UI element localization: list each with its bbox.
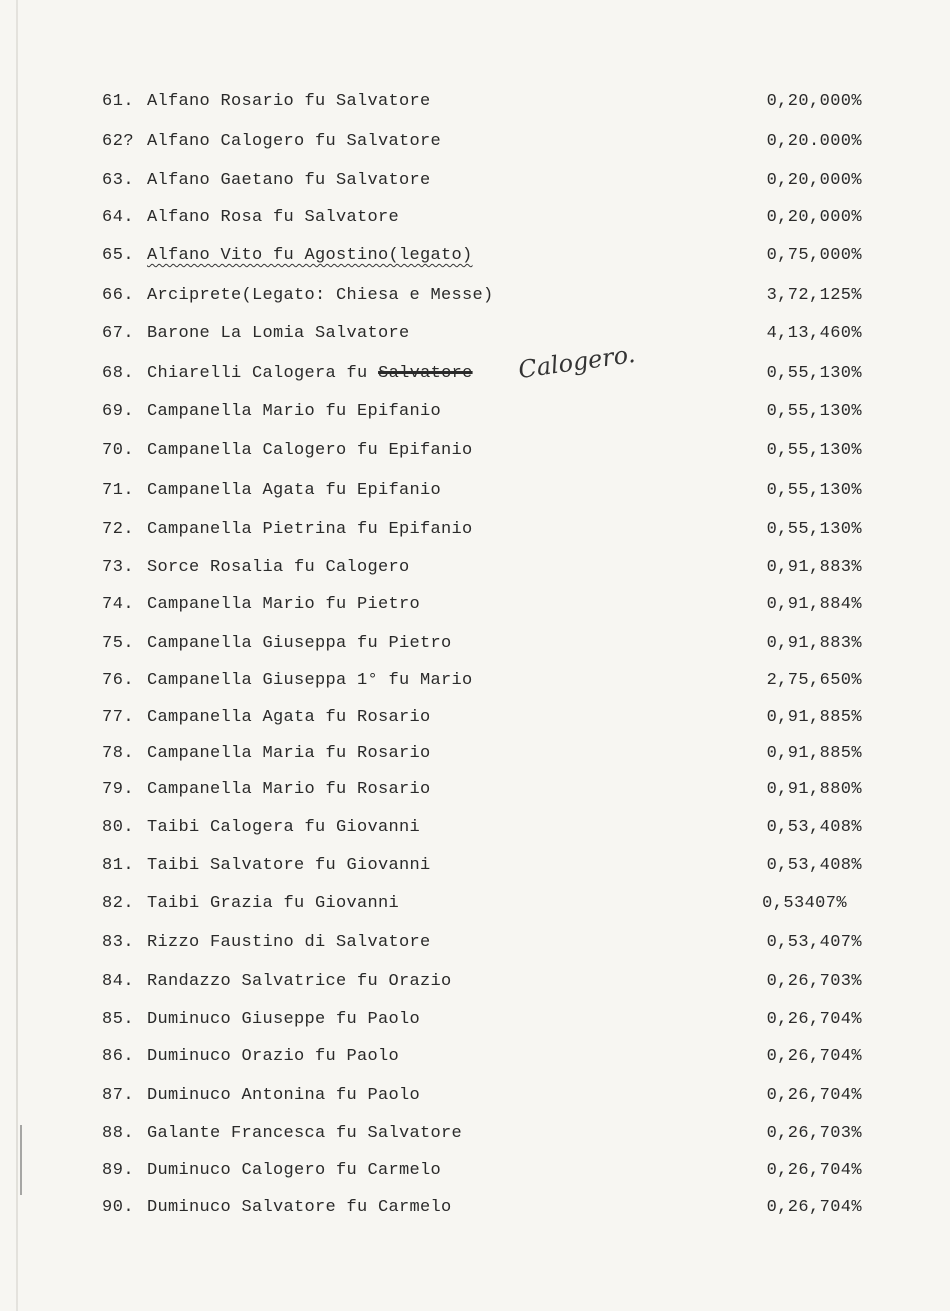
entry-number: 80. — [102, 818, 135, 837]
entry-share: 0,91,885% — [766, 708, 862, 727]
list-item — [0, 92, 950, 118]
entry-number: 82. — [102, 894, 135, 913]
entry-number: 79. — [102, 780, 135, 799]
list-item — [0, 339, 950, 390]
entry-name: Taibi Salvatore fu Giovanni — [147, 856, 431, 875]
handwritten-correction: Calogero. — [516, 339, 637, 385]
entry-share: 0,91,884% — [766, 595, 862, 614]
entry-name: Campanella Mario fu Rosario — [147, 780, 431, 799]
entry-share: 0,55,130% — [766, 402, 862, 421]
entry-number: 68. — [102, 364, 135, 383]
entry-share: 0,55,130% — [766, 481, 862, 500]
entry-name: Duminuco Orazio fu Paolo — [147, 1047, 400, 1066]
list-item — [0, 708, 950, 734]
list-item — [0, 558, 950, 584]
entry-number: 90. — [102, 1198, 135, 1217]
entry-share: 0,91,883% — [766, 634, 862, 653]
entry-number: 61. — [102, 92, 135, 111]
list-item — [0, 595, 950, 621]
entry-share: 0,55,130% — [766, 441, 862, 460]
entry-number: 89. — [102, 1161, 135, 1180]
entry-number: 70. — [102, 441, 135, 460]
entry-name: Randazzo Salvatrice fu Orazio — [147, 972, 452, 991]
entry-name: Duminuco Calogero fu Carmelo — [147, 1161, 442, 1180]
entry-share: 0,91,880% — [766, 780, 862, 799]
entry-number: 71. — [102, 481, 135, 500]
entry-share: 0,26,704% — [766, 1198, 862, 1217]
list-item — [0, 1198, 950, 1224]
entry-number: 77. — [102, 708, 135, 727]
list-item — [0, 818, 950, 844]
list-item — [0, 933, 950, 959]
entry-name-text: Chiarelli Calogera fu — [147, 364, 368, 383]
entry-number: 69. — [102, 402, 135, 421]
entry-number: 86. — [102, 1047, 135, 1066]
entry-name: Campanella Pietrina fu Epifanio — [147, 520, 473, 539]
entry-share: 0,26,704% — [766, 1010, 862, 1029]
entry-number: 85. — [102, 1010, 135, 1029]
entry-number: 83. — [102, 933, 135, 952]
entry-name: Campanella Calogero fu Epifanio — [147, 441, 473, 460]
entry-share: 0,53,407% — [766, 933, 862, 952]
entry-name: Rizzo Faustino di Salvatore — [147, 933, 431, 952]
entry-name: Duminuco Giuseppe fu Paolo — [147, 1010, 421, 1029]
entry-share: 0,26,703% — [766, 972, 862, 991]
entry-number: 81. — [102, 856, 135, 875]
list-item — [0, 286, 950, 312]
entry-share: 0,20,000% — [766, 171, 862, 190]
entry-number: 88. — [102, 1124, 135, 1143]
list-item — [0, 324, 950, 350]
entry-number: 63. — [102, 171, 135, 190]
entry-name: Alfano Rosario fu Salvatore — [147, 92, 431, 111]
entry-share: 0,26,704% — [766, 1161, 862, 1180]
entry-share: 0,91,883% — [766, 558, 862, 577]
entry-name: Barone La Lomia Salvatore — [147, 324, 410, 343]
entry-number: 74. — [102, 595, 135, 614]
list-item — [0, 1086, 950, 1112]
entry-share: 0,20,000% — [766, 92, 862, 111]
entry-number: 72. — [102, 520, 135, 539]
list-item — [0, 856, 950, 882]
entry-share: 0,53,408% — [766, 856, 862, 875]
entry-name: Alfano Gaetano fu Salvatore — [147, 171, 431, 190]
entry-number: 65. — [102, 246, 135, 265]
list-item — [0, 972, 950, 998]
entry-number: 64. — [102, 208, 135, 227]
list-item — [0, 744, 950, 770]
entry-name: Campanella Maria fu Rosario — [147, 744, 431, 763]
entry-number: 73. — [102, 558, 135, 577]
entry-name: Campanella Mario fu Pietro — [147, 595, 421, 614]
entry-share: 0,75,000% — [766, 246, 862, 265]
list-item — [0, 780, 950, 806]
entry-number: 84. — [102, 972, 135, 991]
entry-name: Taibi Calogera fu Giovanni — [147, 818, 421, 837]
entry-share: 0,55,130% — [766, 364, 862, 383]
entry-name: Alfano Vito fu Agostino(legato) — [147, 246, 473, 265]
list-item — [0, 520, 950, 546]
entry-number: 67. — [102, 324, 135, 343]
entry-share: 0,53407% — [762, 894, 847, 913]
entry-number: 66. — [102, 286, 135, 305]
list-item — [0, 1047, 950, 1073]
entry-share: 0,20,000% — [766, 208, 862, 227]
entry-name: Campanella Giuseppa fu Pietro — [147, 634, 452, 653]
entry-share: 2,75,650% — [766, 671, 862, 690]
entry-name: Arciprete(Legato: Chiesa e Messe) — [147, 286, 494, 305]
list-item — [0, 171, 950, 197]
entry-share: 0,26,704% — [766, 1047, 862, 1066]
list-item — [0, 132, 950, 158]
list-item — [0, 671, 950, 697]
entry-number: 76. — [102, 671, 135, 690]
entry-number: 87. — [102, 1086, 135, 1105]
entry-number: 62? — [102, 132, 135, 151]
entry-share: 0,20.000% — [766, 132, 862, 151]
entry-share: 4,13,460% — [766, 324, 862, 343]
list-item — [0, 634, 950, 660]
entry-name: Campanella Agata fu Epifanio — [147, 481, 442, 500]
entry-number: 78. — [102, 744, 135, 763]
entry-name: Campanella Giuseppa 1° fu Mario — [147, 671, 473, 690]
list-item — [0, 246, 950, 272]
entry-name: Alfano Calogero fu Salvatore — [147, 132, 442, 151]
entry-name: Sorce Rosalia fu Calogero — [147, 558, 410, 577]
list-item — [0, 1161, 950, 1187]
entry-share: 0,55,130% — [766, 520, 862, 539]
entry-name: Campanella Agata fu Rosario — [147, 708, 431, 727]
entry-name: Duminuco Salvatore fu Carmelo — [147, 1198, 452, 1217]
entry-name: Taibi Grazia fu Giovanni — [147, 894, 400, 913]
entry-share: 0,26,704% — [766, 1086, 862, 1105]
entry-name: Campanella Mario fu Epifanio — [147, 402, 442, 421]
entry-number: 75. — [102, 634, 135, 653]
entry-share: 0,26,703% — [766, 1124, 862, 1143]
list-item — [0, 1124, 950, 1150]
entry-name — [147, 364, 473, 383]
list-item — [0, 208, 950, 234]
entry-share: 0,53,408% — [766, 818, 862, 837]
entry-share: 3,72,125% — [766, 286, 862, 305]
list-item — [0, 1010, 950, 1036]
entry-name: Galante Francesca fu Salvatore — [147, 1124, 463, 1143]
entry-name: Duminuco Antonina fu Paolo — [147, 1086, 421, 1105]
list-item — [0, 441, 950, 467]
entry-name: Alfano Rosa fu Salvatore — [147, 208, 400, 227]
entry-share: 0,91,885% — [766, 744, 862, 763]
list-item — [0, 894, 950, 920]
list-item — [0, 481, 950, 507]
struck-text: Salvatore — [378, 364, 473, 383]
list-item — [0, 402, 950, 428]
